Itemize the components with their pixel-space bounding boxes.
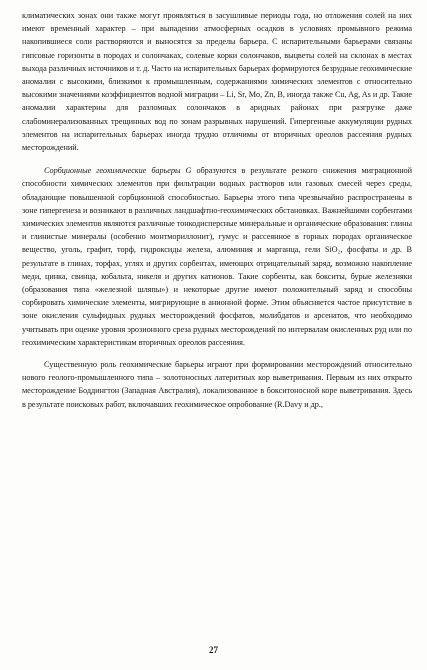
paragraph-laterite-deposits bbox=[22, 358, 412, 411]
paragraph-text: Существенную роль геохимические барьеры играют при формировании месторождений относительно нового геолого-промышленного типа – золотоносных латеритных кор выветривания. Первым из них открыто месторождение Боддингтон (Западная Австралия), локализованное в бокситоносной коре выветривания. Здесь в результате поисковых работ, включавших геохимическое опробование (R.Davy и др., bbox=[22, 360, 412, 409]
paragraph-evaporation-barriers bbox=[22, 9, 412, 154]
body-text bbox=[22, 9, 412, 411]
paragraph-heading-italic: Сорбционные геохимические барьеры G bbox=[44, 166, 192, 176]
paragraph-text: образуются в результате резкого снижения миграционной способности химических элементов при фильтрации водных растворов или газовых смесей через среды, обладающие повышенной сорбционной способностью. Барьеры этого типа чрезвычайно распространены в зоне гипергенеза и возникают в различных ландшафтно-геохимических обстановках. Важнейшими сорбентами химических элементов являются различные тонкодисперсные минеральные и органические образования: глины и глинистые минералы (особенно монтмориллонит), гумус и рассеянное в горных породах органическое вещество, уголь, графит, торф, гидроксиды железа, алюминия и марганца, гели SiO₂, фосфаты и др. В результате в глинах, торфах, углях и других сорбентах, имеющих отрицательный заряд, возможно накопление меди, цинка, свинца, кобальта, никеля и других катионов. Такие сорбенты, как бокситы, бурые железняки (образования типа «железной шляпы») и некоторые другие имеют положительный заряд и способны сорбировать химические элементы, мигрирующие в анионной форме. Этим объясняется частое присутствие в зоне окисления сульфидных рудных месторождений фосфатов, молибдатов и арсенатов, что необходимо учитывать при оценке уровня эрозионного среза рудных месторождений по интервалам окисленных руд или по геохимическим характеристикам вторичных ореолов рассеяния. bbox=[22, 166, 412, 347]
page-number: 27 bbox=[209, 645, 218, 655]
paragraph-text: климатических зонах они также могут проявляться в засушливые периоды года, но отложения солей на них имеют временный характер – при выпадении атмосферных осадков в условиях промывного режима накопившиеся соли растворяются и выносятся за пределы барьера. С испарительными барьерами связаны гипсовые горизонты в породах и солончаках, солевые корки солончаков, выцветы солей на склонах в местах выхода различных источников и т. д. Часто на испарительных барьерах формируются безрудные геохимические аномалии с высокими, близкими к промышленным, содержаниями химических элементов с относительно высокими значениями коэффициентов водной миграции – Li, Sr, Mo, Zn, B, иногда также Cu, Ag, As и др. Такие аномалии характерны для разломных солончаков в аридных районах при разгрузке даже слабоминерализованных трещинных вод по зонам разрывных нарушений. Гипергенные аккумуляции рудных элементов на испарительных барьерах иногда трудно отличимы от вторичных ореолов рассеяния рудных месторождений. bbox=[22, 11, 412, 153]
paragraph-sorption-barriers bbox=[22, 164, 412, 349]
